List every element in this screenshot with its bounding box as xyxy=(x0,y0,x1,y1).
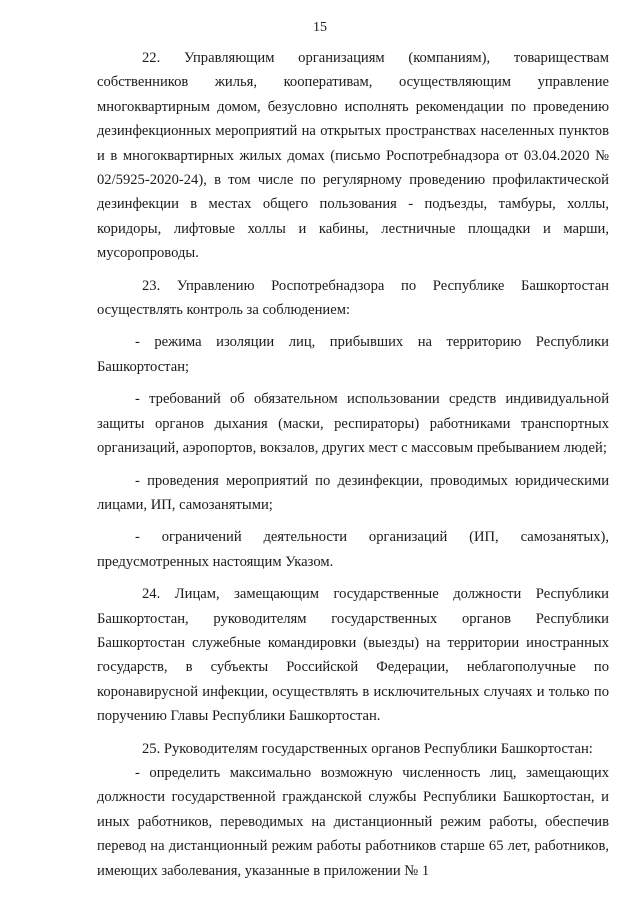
paragraph-item-23: 23. Управлению Роспотребнадзора по Республике Башкортостан осуществлять контроль за соблюдением: xyxy=(97,277,609,319)
list-item-isolation-regime: - режима изоляции лиц, прибывших на территорию Республики Башкортостан; xyxy=(97,334,609,375)
list-item-activity-restrictions: - ограничений деятельности организаций (ИП, самозанятых), предусмотренных настоящим Указом. xyxy=(97,529,609,570)
list-item-protective-equipment: - требований об обязательном использовании средств индивидуальной защиты органов дыхания (маски, респираторы) работниками транспортных организаций, аэропортов, вокзалов, других мест с массовым пребыванием людей; xyxy=(97,391,609,457)
paragraph-item-22: 22. Управляющим организациям (компаниям), товариществам собственников жилья, кооперативам, осуществляющим управление многоквартирным домом, безусловно исполнять рекомендации по проведению дезинфекционных мероприятий на открытых пространствах населенных пунктов и в многоквартирных жилых домах (письмо Роспотребнадзора от 03.04.2020 № 02/5925-2020-24), в том числе по регулярному проведению профилактической дезинфекции в местах общего пользования - подъезды, тамбуры, холлы, коридоры, лифтовые холлы и кабины, лестничные площадки и марши, мусоропроводы. xyxy=(97,50,609,262)
paragraph-item-25: 25. Руководителям государственных органов Республики Башкортостан: xyxy=(142,740,593,757)
paragraph-item-24: 24. Лицам, замещающим государственные должности Республики Башкортостан, руководителям государственных органов Республики Башкортостан служебные командировки (выезды) на территории иностранных государств, в субъекты Российской Федерации, неблагополучные по коронавирусной инфекции, осуществлять в исключительных случаях и только по поручению Главы Республики Башкортостан. xyxy=(97,586,609,725)
list-item-remote-work: - определить максимально возможную численность лиц, замещающих должности государственной гражданской службы Республики Башкортостан, и иных работников, переводимых на дистанционный режим работы, обеспечив перевод на дистанционный режим работы работников старше 65 лет, работников, имеющих заболевания, указанные в приложении № 1 xyxy=(97,764,609,879)
page-number: 15 xyxy=(313,20,327,35)
list-item-disinfection: - проведения мероприятий по дезинфекции, проводимых юридическими лицами, ИП, самозанятыми; xyxy=(97,472,609,513)
document-body xyxy=(97,46,609,883)
